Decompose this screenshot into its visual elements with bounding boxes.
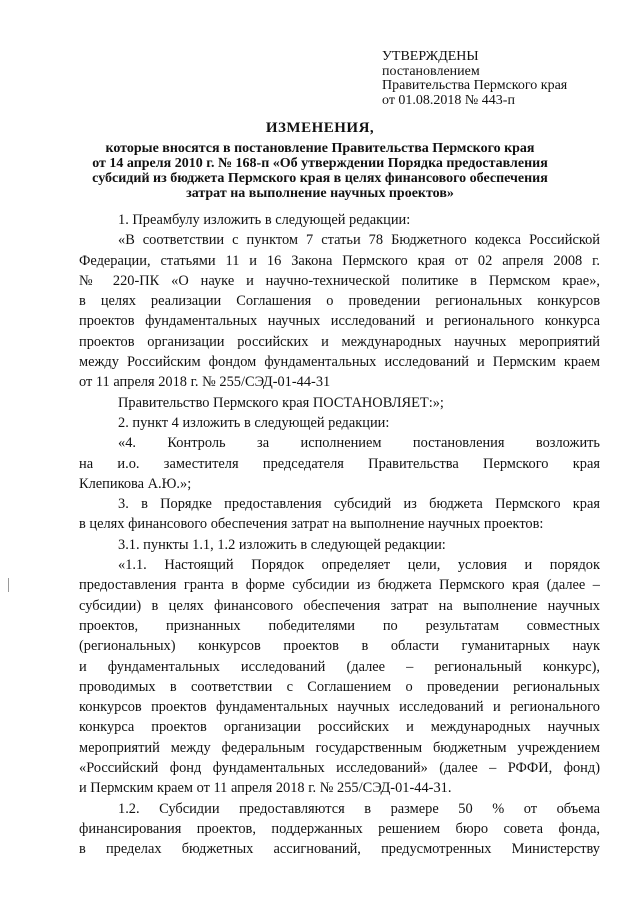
approval-stamp bbox=[382, 50, 567, 108]
document-subtitle bbox=[60, 141, 580, 201]
text-line: от 11 апреля 2018 г. № 255/СЭД-01-44-31 bbox=[79, 374, 331, 391]
text-line: № 220-ПК «О науке и научно-технической политике в Пермском крае», bbox=[79, 272, 600, 289]
text-line: Правительство Пермского края ПОСТАНОВЛЯЕТ:»; bbox=[118, 394, 444, 411]
text-line: «4. Контроль за исполнением постановления возложить bbox=[118, 435, 600, 452]
text-line: «Российский фонд фундаментальных исследований» (далее – РФФИ, фонд) bbox=[79, 760, 600, 777]
text-line: финансирования проектов, поддержанных решением бюро совета фонда, bbox=[79, 820, 600, 837]
text-line: субсидии) в целях финансового обеспечения затрат на выполнение научных bbox=[79, 597, 600, 614]
text-line: на и.о. заместителя председателя Правительства Пермского края bbox=[79, 455, 600, 472]
text-line: конкурса проектов организации российских и международных научных bbox=[79, 719, 600, 736]
text-line: в целях финансового обеспечения затрат на выполнение научных проектов: bbox=[79, 516, 544, 533]
text-line: и фундаментальных исследований (далее – региональный конкурс), bbox=[79, 658, 600, 675]
subtitle-line: от 14 апреля 2010 г. № 168-п «Об утверждении Порядка предоставления bbox=[92, 156, 548, 171]
text-line: 1.2. Субсидии предоставляются в размере 50 % от объема bbox=[118, 800, 600, 817]
text-line: Клепикова А.Ю.»; bbox=[79, 475, 192, 492]
approval-line: Правительства Пермского края bbox=[382, 78, 568, 93]
text-line: «1.1. Настоящий Порядок определяет цели, условия и порядок bbox=[118, 557, 600, 574]
approval-line: постановлением bbox=[382, 63, 480, 79]
text-line: 1. Преамбулу изложить в следующей редакции: bbox=[118, 212, 411, 228]
subtitle-line: субсидий из бюджета Пермского края в целях финансового обеспечения bbox=[92, 171, 548, 186]
text-line: мероприятий между федеральным государственным бюджетным учреждением bbox=[79, 739, 600, 756]
subtitle-line: затрат на выполнение научных проектов» bbox=[186, 186, 454, 201]
text-line: предоставления гранта в форме субсидии из бюджета Пермского края (далее – bbox=[79, 577, 600, 594]
text-line: проектов фундаментальных научных исследований и регионального конкурса bbox=[79, 313, 600, 330]
text-line: Федерации, статьями 11 и 16 Закона Пермского края от 02 апреля 2008 г. bbox=[79, 252, 600, 269]
text-line: 2. пункт 4 изложить в следующей редакции: bbox=[118, 414, 390, 431]
text-line: конкурсов проектов фундаментальных научных исследований и регионального bbox=[79, 699, 600, 716]
text-line: проектов организации российских и международных научных мероприятий bbox=[79, 333, 600, 350]
text-line: «В соответствии с пунктом 7 статьи 78 Бюджетного кодекса Российской bbox=[118, 232, 600, 249]
text-line: (региональных) конкурсов проектов в области гуманитарных наук bbox=[79, 638, 600, 655]
text-line: в пределах бюджетных ассигнований, предусмотренных Министерству bbox=[79, 841, 600, 858]
margin-mark bbox=[8, 578, 9, 592]
text-line: проектов, признанных победителями по результатам совместных bbox=[79, 617, 600, 634]
approval-line: УТВЕРЖДЕНЫ bbox=[382, 49, 479, 64]
document-body bbox=[79, 210, 600, 860]
text-line: и Пермским краем от 11 апреля 2018 г. № 255/СЭД-01-44-31. bbox=[79, 780, 452, 797]
subtitle-line: которые вносятся в постановление Правительства Пермского края bbox=[105, 141, 535, 156]
text-line: между Российским фондом фундаментальных исследований и Пермским краем bbox=[79, 354, 600, 371]
document-title: ИЗМЕНЕНИЯ, bbox=[265, 120, 375, 136]
text-line: 3. в Порядке предоставления субсидий из бюджета Пермского края bbox=[118, 496, 600, 513]
approval-line: от 01.08.2018 № 443-п bbox=[382, 92, 515, 108]
text-line: 3.1. пункты 1.1, 1.2 изложить в следующей редакции: bbox=[118, 536, 446, 553]
text-line: в целях реализации Соглашения о проведении региональных конкурсов bbox=[79, 293, 600, 310]
text-line: проводимых в соответствии с Соглашением о проведении региональных bbox=[79, 678, 600, 695]
